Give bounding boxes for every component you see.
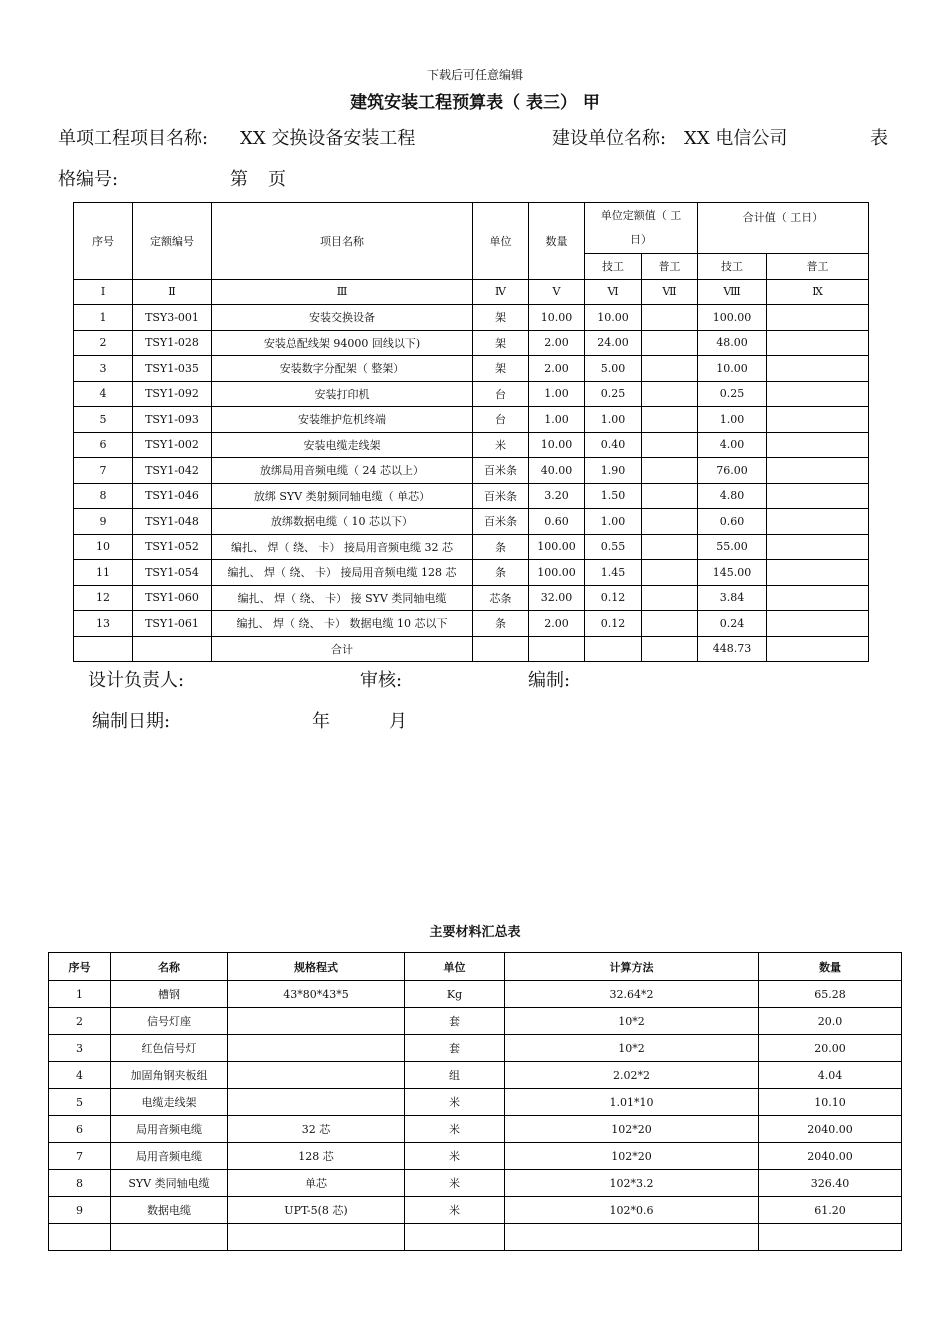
cell-q-skilled: 1.00 [585,509,642,535]
cell-code: TSY1-052 [133,534,212,560]
cell-qty: 2.00 [529,330,585,356]
mat-cell-qty: 20.0 [759,1008,902,1035]
date-label: 编制日期: [92,711,171,732]
signature-line [88,666,688,690]
cell-name: 放绑 SYV 类射频同轴电缆（ 单芯） [212,483,473,509]
cell-seq: 5 [74,407,133,433]
compiler-label: 编制: [528,670,571,691]
mat-header-name: 名称 [111,953,228,981]
cell-name: 放绑数据电缆（ 10 芯以下） [212,509,473,535]
table-row [74,330,869,356]
table-row [74,585,869,611]
cell-q-skilled: 0.12 [585,611,642,637]
roman-cell: Ⅴ [529,279,585,305]
mat-cell-calc: 2.02*2 [505,1062,759,1089]
project-info-line [58,124,898,150]
budget-total-row [74,636,869,662]
cell-qty: 32.00 [529,585,585,611]
cell-t-general [767,585,869,611]
mat-cell-qty: 61.20 [759,1197,902,1224]
cell-seq: 3 [74,356,133,382]
cell-code: TSY1-002 [133,432,212,458]
table-row [49,1197,902,1224]
builder-name-label: 建设单位名称: [552,128,667,149]
mat-cell-spec: 32 芯 [228,1116,405,1143]
mat-header-spec: 规格程式 [228,953,405,981]
header-code: 定额编号 [133,203,212,280]
cell-q-general [642,483,698,509]
mat-cell-spec [228,1035,405,1062]
cell-q-general [642,407,698,433]
reviewer-label: 审核: [360,670,403,691]
header-unit-quota: 单位定额值（ 工日） [585,203,698,254]
cell-code: TSY1-046 [133,483,212,509]
cell-seq: 6 [74,432,133,458]
mat-cell-qty: 326.40 [759,1170,902,1197]
cell-t-skilled: 76.00 [698,458,767,484]
table-row [49,1170,902,1197]
roman-cell: Ⅰ [74,279,133,305]
page-di-label: 第 [230,169,248,190]
cell-qty: 2.00 [529,611,585,637]
cell-t-skilled: 145.00 [698,560,767,586]
roman-cell: Ⅲ [212,279,473,305]
cell-t-skilled: 0.24 [698,611,767,637]
cell-name: 安装维护危机终端 [212,407,473,433]
roman-cell: Ⅷ [698,279,767,305]
cell-seq: 9 [74,509,133,535]
cell-qty: 0.60 [529,509,585,535]
mat-cell-spec: 43*80*43*5 [228,981,405,1008]
roman-cell: Ⅱ [133,279,212,305]
cell-t-general [767,611,869,637]
table-row [74,432,869,458]
header-qty: 数量 [529,203,585,280]
cell-qty: 3.20 [529,483,585,509]
header-name: 项目名称 [212,203,473,280]
cell-q-general [642,509,698,535]
mat-cell-seq: 4 [49,1062,111,1089]
cell-q-general [642,330,698,356]
cell-q-skilled: 24.00 [585,330,642,356]
cell-q-general [642,458,698,484]
mat-header-calc: 计算方法 [505,953,759,981]
cell-t-skilled: 4.80 [698,483,767,509]
cell-q-skilled: 1.90 [585,458,642,484]
cell-q-general [642,305,698,331]
mat-cell-calc: 10*2 [505,1035,759,1062]
mat-cell-name: 数据电缆 [111,1197,228,1224]
cell-seq: 12 [74,585,133,611]
cell-code: TSY1-092 [133,381,212,407]
roman-cell: Ⅸ [767,279,869,305]
cell-q-skilled: 1.00 [585,407,642,433]
mat-cell-spec: 128 芯 [228,1143,405,1170]
cell-code: TSY1-035 [133,356,212,382]
mat-cell-spec: 单芯 [228,1170,405,1197]
mat-cell-calc: 102*0.6 [505,1197,759,1224]
cell-seq: 7 [74,458,133,484]
cell-qty: 1.00 [529,407,585,433]
materials-header-row [49,953,902,981]
cell-qty: 10.00 [529,305,585,331]
cell-q-general [642,560,698,586]
form-number-label-part2: 格编号: [58,169,119,190]
cell-unit: 百米条 [473,509,529,535]
cell-t-general [767,458,869,484]
cell-code: TSY3-001 [133,305,212,331]
header-skilled: 技工 [585,254,642,280]
budget-header-row [74,203,869,254]
cell-t-skilled: 100.00 [698,305,767,331]
project-name-label: 单项工程项目名称: [58,128,209,149]
table-row [74,483,869,509]
cell-q-skilled: 1.50 [585,483,642,509]
mat-cell-calc: 102*20 [505,1143,759,1170]
cell-name: 放绑局用音频电缆（ 24 芯以上） [212,458,473,484]
cell-unit: 条 [473,534,529,560]
cell-q-general [642,356,698,382]
roman-cell: Ⅳ [473,279,529,305]
header-unit: 单位 [473,203,529,280]
mat-cell-qty: 65.28 [759,981,902,1008]
mat-cell-calc: 10*2 [505,1008,759,1035]
mat-cell-seq: 1 [49,981,111,1008]
cell-unit: 芯条 [473,585,529,611]
mat-cell-calc: 102*3.2 [505,1170,759,1197]
table-row [74,560,869,586]
page-title: 建筑安装工程预算表（ 表三） 甲 [350,93,600,113]
mat-cell-unit: 套 [405,1035,505,1062]
builder-name-value: XX 电信公司 [684,128,788,149]
cell-name: 安装总配线架 94000 回线以下) [212,330,473,356]
cell-unit: 条 [473,560,529,586]
cell-name: 编扎、 焊（ 绕、 卡） 数据电缆 10 芯以下 [212,611,473,637]
roman-cell: Ⅵ [585,279,642,305]
table-row [49,981,902,1008]
mat-cell-name: 加固角钢夹板组 [111,1062,228,1089]
mat-cell-name: 槽钢 [111,981,228,1008]
cell-q-general [642,381,698,407]
mat-cell-spec: UPT-5(8 芯) [228,1197,405,1224]
table-row [49,1035,902,1062]
cell-q-skilled: 0.55 [585,534,642,560]
header-total-value: 合计值（ 工日） [698,203,869,254]
cell-code: TSY1-054 [133,560,212,586]
header-general: 普工 [642,254,698,280]
cell-unit: 米 [473,432,529,458]
cell-seq: 13 [74,611,133,637]
form-number-label-part1: 表 [870,128,888,149]
mat-cell-seq: 6 [49,1116,111,1143]
cell-t-general [767,560,869,586]
cell-t-skilled: 48.00 [698,330,767,356]
mat-cell-unit: 米 [405,1089,505,1116]
cell-name: 安装交换设备 [212,305,473,331]
materials-body [49,981,902,1224]
mat-cell-name: 电缆走线架 [111,1089,228,1116]
cell-seq: 8 [74,483,133,509]
cell-qty: 40.00 [529,458,585,484]
month-label: 月 [389,711,407,732]
cell-unit: 架 [473,330,529,356]
mat-cell-seq: 2 [49,1008,111,1035]
materials-title: 主要材料汇总表 [429,925,521,940]
cell-t-skilled: 4.00 [698,432,767,458]
mat-cell-unit: 米 [405,1170,505,1197]
mat-cell-qty: 2040.00 [759,1116,902,1143]
mat-cell-unit: 套 [405,1008,505,1035]
cell-t-skilled: 3.84 [698,585,767,611]
mat-cell-qty: 20.00 [759,1035,902,1062]
mat-cell-qty: 10.10 [759,1089,902,1116]
mat-header-unit: 单位 [405,953,505,981]
mat-cell-seq: 8 [49,1170,111,1197]
total-value: 448.73 [698,636,767,662]
mat-cell-seq: 9 [49,1197,111,1224]
table-row [49,1008,902,1035]
cell-seq: 10 [74,534,133,560]
materials-empty-row [49,1224,902,1251]
cell-unit: 台 [473,381,529,407]
cell-q-general [642,534,698,560]
cell-t-general [767,356,869,382]
cell-t-skilled: 0.60 [698,509,767,535]
cell-name: 安装电缆走线架 [212,432,473,458]
mat-cell-name: SYV 类同轴电缆 [111,1170,228,1197]
budget-table [73,202,869,662]
mat-cell-spec [228,1089,405,1116]
cell-q-skilled: 0.25 [585,381,642,407]
budget-body [74,305,869,637]
mat-cell-spec [228,1008,405,1035]
table-row [74,458,869,484]
mat-cell-spec [228,1062,405,1089]
designer-label: 设计负责人: [88,670,185,691]
cell-unit: 条 [473,611,529,637]
cell-q-general [642,611,698,637]
cell-q-general [642,585,698,611]
cell-qty: 100.00 [529,534,585,560]
materials-table [48,952,902,1251]
table-row [49,1089,902,1116]
mat-cell-seq: 7 [49,1143,111,1170]
roman-cell: Ⅶ [642,279,698,305]
table-row [49,1062,902,1089]
cell-code: TSY1-028 [133,330,212,356]
year-label: 年 [312,711,330,732]
project-name-value: XX 交换设备安装工程 [240,128,416,149]
table-row [74,356,869,382]
date-line [92,707,492,731]
mat-cell-calc: 32.64*2 [505,981,759,1008]
cell-qty: 10.00 [529,432,585,458]
cell-name: 编扎、 焊（ 绕、 卡） 接 SYV 类同轴电缆 [212,585,473,611]
cell-t-skilled: 10.00 [698,356,767,382]
table-row [74,509,869,535]
mat-cell-name: 红色信号灯 [111,1035,228,1062]
cell-name: 编扎、 焊（ 绕、 卡） 接局用音频电缆 128 芯 [212,560,473,586]
mat-cell-seq: 5 [49,1089,111,1116]
cell-q-general [642,432,698,458]
mat-cell-unit: 米 [405,1143,505,1170]
table-row [74,534,869,560]
mat-cell-unit: 米 [405,1116,505,1143]
cell-qty: 1.00 [529,381,585,407]
header-seq: 序号 [74,203,133,280]
cell-name: 编扎、 焊（ 绕、 卡） 接局用音频电缆 32 芯 [212,534,473,560]
cell-t-general [767,407,869,433]
table-row [74,611,869,637]
mat-header-qty: 数量 [759,953,902,981]
table-row [49,1143,902,1170]
cell-t-general [767,381,869,407]
cell-t-general [767,305,869,331]
cell-t-skilled: 0.25 [698,381,767,407]
cell-unit: 百米条 [473,483,529,509]
cell-name: 安装打印机 [212,381,473,407]
table-row [74,381,869,407]
table-row [74,305,869,331]
top-note: 下载后可任意编辑 [426,68,523,82]
mat-cell-seq: 3 [49,1035,111,1062]
mat-cell-unit: 组 [405,1062,505,1089]
mat-cell-calc: 1.01*10 [505,1089,759,1116]
mat-cell-qty: 2040.00 [759,1143,902,1170]
mat-cell-name: 局用音频电缆 [111,1143,228,1170]
mat-header-seq: 序号 [49,953,111,981]
cell-seq: 1 [74,305,133,331]
cell-unit: 架 [473,356,529,382]
cell-t-general [767,509,869,535]
cell-q-skilled: 0.12 [585,585,642,611]
cell-code: TSY1-061 [133,611,212,637]
table-row [74,407,869,433]
cell-qty: 2.00 [529,356,585,382]
mat-cell-name: 信号灯座 [111,1008,228,1035]
form-number-line [58,165,458,191]
mat-cell-calc: 102*20 [505,1116,759,1143]
cell-unit: 台 [473,407,529,433]
page-ye-label: 页 [268,169,286,190]
cell-qty: 100.00 [529,560,585,586]
cell-code: TSY1-093 [133,407,212,433]
cell-q-skilled: 5.00 [585,356,642,382]
cell-t-general [767,483,869,509]
cell-unit: 百米条 [473,458,529,484]
cell-seq: 4 [74,381,133,407]
cell-seq: 2 [74,330,133,356]
total-label: 合计 [212,636,473,662]
cell-q-skilled: 0.40 [585,432,642,458]
cell-q-skilled: 1.45 [585,560,642,586]
cell-seq: 11 [74,560,133,586]
table-row [49,1116,902,1143]
mat-cell-name: 局用音频电缆 [111,1116,228,1143]
mat-cell-qty: 4.04 [759,1062,902,1089]
cell-name: 安装数字分配架（ 整架） [212,356,473,382]
header-general-total: 普工 [767,254,869,280]
cell-q-skilled: 10.00 [585,305,642,331]
cell-unit: 架 [473,305,529,331]
cell-code: TSY1-048 [133,509,212,535]
cell-t-general [767,534,869,560]
roman-numeral-row [74,279,869,305]
mat-cell-unit: Kg [405,981,505,1008]
cell-t-general [767,330,869,356]
cell-t-skilled: 1.00 [698,407,767,433]
mat-cell-unit: 米 [405,1197,505,1224]
cell-code: TSY1-042 [133,458,212,484]
header-skilled-total: 技工 [698,254,767,280]
cell-code: TSY1-060 [133,585,212,611]
cell-t-general [767,432,869,458]
cell-t-skilled: 55.00 [698,534,767,560]
